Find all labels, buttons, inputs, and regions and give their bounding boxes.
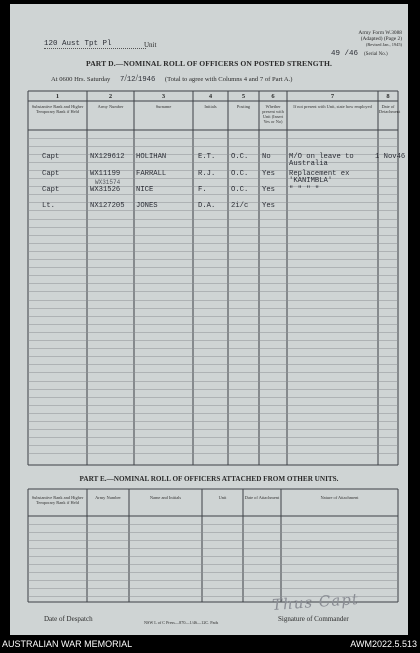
present-cell: No [262, 153, 271, 161]
column-header: Date of Attachment [244, 495, 280, 500]
posting-cell: O.C. [231, 170, 249, 178]
despatch-label: Date of Despatch [44, 615, 93, 623]
present-cell: Yes [262, 202, 275, 210]
army-number-cell: NX129612 [90, 153, 125, 161]
column-number: 7 [330, 93, 335, 100]
column-header: Name and Initials [149, 495, 182, 500]
column-header: If not present with Unit, state how employed [293, 104, 372, 109]
employment-cell: " " " " [289, 186, 320, 194]
column-header: Nature of Attachment [320, 495, 359, 500]
column-header: Date of Detachment [379, 104, 401, 114]
date-day: 7 [120, 76, 125, 84]
posting-cell: O.C. [231, 153, 249, 161]
army-number-correction: WX31574 [95, 179, 121, 186]
unit-label: Unit [144, 41, 157, 49]
column-header: Whether present with Unit (Insert Yes or No) [262, 104, 284, 124]
employment-cell: Replacement ex [289, 170, 350, 178]
footer-institution: AUSTRALIAN WAR MEMORIAL [2, 639, 133, 649]
army-number-cell: WX31526 [90, 186, 121, 194]
column-number: 3 [161, 93, 166, 100]
column-header: Surname [155, 104, 172, 109]
form-sheet [10, 4, 408, 635]
column-header: Army Number [97, 104, 124, 109]
part-e-title: PART E.—NOMINAL ROLL OF OFFICERS ATTACHED FROM OTHER UNITS. [79, 475, 339, 483]
present-cell: Yes [262, 186, 275, 194]
employment-cell-continued: Australia [289, 160, 328, 168]
surname-cell: NICE [136, 186, 154, 194]
serial-number: 49 /46 [331, 50, 359, 58]
column-header: Substantive Rank and Higher Temporary Rank if Held [31, 495, 84, 505]
column-number: 8 [386, 93, 390, 100]
initials-cell: E.T. [198, 153, 216, 161]
initials-cell: R.J. [198, 170, 216, 178]
detachment-date-cell: 1 Nov46 [375, 153, 406, 161]
form-revised: (Revised Jan., 1945) [365, 42, 402, 47]
present-cell: Yes [262, 170, 275, 178]
army-number-cell: NX127205 [90, 202, 125, 210]
unit-name: 120 Aust Tpt Pl [44, 40, 112, 48]
part-d-title: PART D.—NOMINAL ROLL OF OFFICERS ON POSTED STRENGTH. [86, 59, 332, 68]
column-number: 4 [208, 93, 213, 100]
form-title: Army Form W.3088 [358, 30, 402, 36]
rank-cell: Capt [42, 170, 60, 178]
column-header: Substantive Rank and Higher Temporary Rank if Held [31, 104, 84, 114]
surname-cell: JONES [136, 202, 158, 210]
rank-cell: Lt. [42, 202, 55, 210]
column-header: Posting [236, 104, 251, 109]
archive-footer [0, 635, 420, 653]
form-number-block [330, 30, 402, 48]
employment-cell: M/O on leave to [289, 153, 354, 161]
time-prefix: At 0600 Hrs. Saturday [51, 76, 111, 83]
date-month: 12 [126, 76, 136, 84]
column-number: 5 [241, 93, 246, 100]
footer-accession: AWM2022.5.513 [350, 639, 417, 649]
rank-cell: Capt [42, 153, 60, 161]
posting-cell: O.C. [231, 186, 249, 194]
column-header: Initials [204, 104, 217, 109]
rank-cell: Capt [42, 186, 60, 194]
column-header: Army Number [95, 495, 121, 500]
column-number: 6 [271, 93, 275, 100]
form-adapted: (Adapted) (Page 2) [360, 36, 402, 42]
commander-signature: Thus Capt [271, 589, 360, 615]
army-number-cell: WX11199 [90, 170, 121, 178]
initials-cell: D.A. [198, 202, 216, 210]
signature-label: Signature of Commander [278, 615, 349, 623]
initials-cell: F. [198, 186, 207, 194]
column-number: 1 [55, 93, 60, 100]
surname-cell: HOLIHAN [136, 153, 167, 161]
posting-cell: 2i/c [231, 202, 249, 210]
column-number: 2 [108, 93, 113, 100]
employment-cell-continued: 'KANIMBLA' [289, 177, 333, 185]
date-year: 1946 [138, 76, 156, 84]
time-suffix: (Total to agree with Columns 4 and 7 of Part A.) [164, 76, 293, 83]
muster-time-line: At 0600 Hrs. Saturday 7/12/1946 (Total to agree with Columns 4 and 7 of Part A.) [51, 73, 293, 84]
unit-underline [44, 48, 146, 49]
surname-cell: FARRALL [136, 170, 167, 178]
printer-line: NSW L of C Press—870—1/46—12C. Pads [144, 620, 219, 625]
column-header: Unit [218, 495, 227, 500]
serial-label: (Serial No.) [364, 52, 388, 57]
